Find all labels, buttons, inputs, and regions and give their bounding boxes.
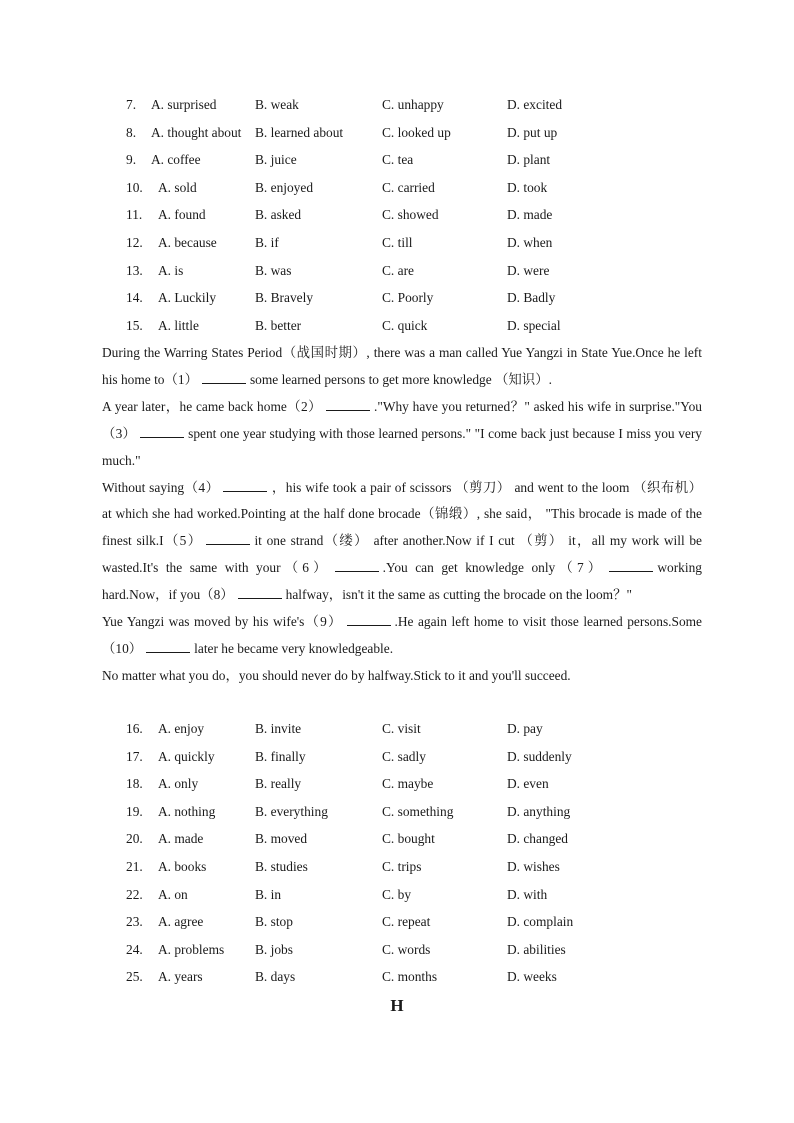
answer-blank xyxy=(238,586,282,599)
question-number: 23. xyxy=(126,914,143,930)
question-number: 25. xyxy=(126,969,143,985)
answer-blank xyxy=(140,425,184,438)
option-b: B. Bravely xyxy=(255,290,314,306)
option-b: B. invite xyxy=(255,721,302,736)
question-number: 7. xyxy=(126,97,137,112)
option-d: D. abilities xyxy=(507,941,566,957)
option-d: D. wishes xyxy=(507,858,560,874)
option-d: D. weeks xyxy=(507,969,557,985)
passage-text: working hard.Now，if you（8） xyxy=(102,560,702,603)
section-letter: H xyxy=(390,996,404,1015)
option-row xyxy=(126,146,686,174)
question-number: 11. xyxy=(126,207,143,223)
option-c: C. by xyxy=(382,886,412,902)
option-c: C. visit xyxy=(382,721,421,736)
option-c: C. are xyxy=(382,262,414,278)
passage-paragraph xyxy=(102,394,702,475)
option-b: B. jobs xyxy=(255,941,293,957)
option-a: A. sold xyxy=(158,179,197,195)
question-number: 9. xyxy=(126,152,137,168)
option-c: C. maybe xyxy=(382,776,434,792)
option-c: C. months xyxy=(382,969,438,985)
answer-blank xyxy=(223,479,267,492)
option-d: D. put up xyxy=(507,124,558,140)
option-a: A. found xyxy=(158,207,206,223)
option-row xyxy=(126,853,686,881)
option-c: C. something xyxy=(382,803,454,819)
option-d: D. even xyxy=(507,776,549,792)
option-d: D. Badly xyxy=(507,290,556,306)
option-row xyxy=(126,312,686,340)
passage-text: it one strand（缕） after another.Now if I cut （剪） it，all my work will be wasted.It's the same with your（6） xyxy=(102,533,703,576)
passage-text: later he became very knowledgeable. xyxy=(194,640,394,656)
answer-blank xyxy=(335,559,379,572)
option-row xyxy=(126,908,686,936)
passage-text: some learned persons to get more knowledge （知识）. xyxy=(249,371,552,387)
question-number: 18. xyxy=(126,776,143,792)
option-b: B. better xyxy=(255,317,302,333)
option-d: D. complain xyxy=(507,914,574,930)
option-d: D. took xyxy=(507,179,548,195)
option-c: C. sadly xyxy=(382,748,426,764)
question-number: 24. xyxy=(126,941,143,957)
question-number: 8. xyxy=(126,124,137,140)
option-d: D. changed xyxy=(507,831,568,847)
passage-text: Yue Yangzi was moved by his wife's（9） xyxy=(102,614,343,630)
option-row xyxy=(126,174,686,202)
question-number: 20. xyxy=(126,831,143,847)
option-a: A. agree xyxy=(158,914,204,930)
option-d: D. pay xyxy=(507,721,543,736)
option-row xyxy=(126,715,686,743)
option-a: A. coffee xyxy=(151,152,201,168)
question-number: 14. xyxy=(126,290,143,306)
option-a: A. years xyxy=(158,969,203,985)
option-row xyxy=(126,91,686,119)
question-number: 22. xyxy=(126,886,143,902)
option-a: A. is xyxy=(158,262,184,278)
option-row xyxy=(126,881,686,909)
passage-text: .You can get knowledge only（7） xyxy=(382,560,606,576)
question-number: 17. xyxy=(126,748,143,764)
option-c: C. showed xyxy=(382,207,439,223)
option-a: A. quickly xyxy=(158,748,215,764)
passage-text: ，his wife took a pair of scissors （剪刀） and went to the loom （织布机） at which she had worked.Pointing at the half done brocade（锦缎）, she said， "This brocade is made of the finest silk.I（5） xyxy=(102,479,702,549)
option-b: B. really xyxy=(255,776,302,792)
passage-text: spent one year studying with those learned persons." "I come back just because I miss you very much." xyxy=(102,425,702,468)
answer-blank xyxy=(609,559,653,572)
option-a: A. because xyxy=(158,234,217,250)
answer-blank xyxy=(206,532,250,545)
question-number: 12. xyxy=(126,234,143,250)
option-c: C. looked up xyxy=(382,124,451,140)
option-a: A. enjoy xyxy=(158,721,205,736)
passage-text: halfway，isn't it the same as cutting the brocade on the loom？" xyxy=(285,587,632,603)
answer-blank xyxy=(146,640,190,653)
option-b: B. juice xyxy=(255,152,297,168)
question-number: 16. xyxy=(126,721,143,736)
option-row xyxy=(126,201,686,229)
question-number: 19. xyxy=(126,803,143,819)
option-d: D. were xyxy=(507,262,550,278)
option-d: D. excited xyxy=(507,97,563,112)
option-c: C. bought xyxy=(382,831,435,847)
option-c: C. Poorly xyxy=(382,290,434,306)
option-b: B. finally xyxy=(255,748,306,764)
option-row xyxy=(126,284,686,312)
option-b: B. everything xyxy=(255,803,328,819)
option-b: B. learned about xyxy=(255,124,344,140)
question-number: 15. xyxy=(126,317,143,333)
passage-paragraph xyxy=(102,609,702,663)
option-a: A. problems xyxy=(158,941,225,957)
passage-text: Without saying（4） xyxy=(102,479,220,495)
option-row xyxy=(126,743,686,771)
passage-paragraph: No matter what you do，you should never do by halfway.Stick to it and you'll succeed. xyxy=(102,667,571,683)
option-b: B. weak xyxy=(255,97,299,112)
option-d: D. anything xyxy=(507,803,571,819)
option-row xyxy=(126,257,686,285)
option-a: A. Luckily xyxy=(158,290,217,306)
answer-blank xyxy=(202,371,246,384)
option-c: C. words xyxy=(382,941,431,957)
option-c: C. trips xyxy=(382,858,422,874)
question-number: 13. xyxy=(126,262,143,278)
option-d: D. plant xyxy=(507,152,551,168)
option-c: C. tea xyxy=(382,152,414,168)
option-row xyxy=(126,798,686,826)
option-b: B. if xyxy=(255,234,279,250)
options-list-part2 xyxy=(126,715,686,991)
option-d: D. made xyxy=(507,207,553,223)
option-b: B. moved xyxy=(255,831,308,847)
option-c: C. repeat xyxy=(382,914,431,930)
option-a: A. books xyxy=(158,858,207,874)
option-a: A. thought about xyxy=(151,124,242,140)
option-a: A. surprised xyxy=(151,97,217,112)
option-b: B. stop xyxy=(255,914,293,930)
option-d: D. with xyxy=(507,886,548,902)
option-c: C. till xyxy=(382,234,413,250)
option-a: A. made xyxy=(158,831,204,847)
passage-text: .He again left home to visit those learned persons.Some（10） xyxy=(102,614,702,656)
option-row xyxy=(126,963,686,991)
option-row xyxy=(126,229,686,257)
passage-paragraph xyxy=(102,475,702,610)
question-number: 21. xyxy=(126,858,143,874)
option-a: A. little xyxy=(158,317,199,333)
option-row xyxy=(126,936,686,964)
answer-blank xyxy=(326,398,370,411)
option-c: C. carried xyxy=(382,179,435,195)
option-d: D. special xyxy=(507,317,561,333)
option-row xyxy=(126,770,686,798)
passage-text: A year later，he came back home（2） xyxy=(102,398,322,414)
option-d: D. when xyxy=(507,234,553,250)
option-c: C. quick xyxy=(382,317,428,333)
option-b: B. studies xyxy=(255,858,308,874)
option-b: B. in xyxy=(255,886,282,902)
question-number: 10. xyxy=(126,179,143,195)
option-row xyxy=(126,825,686,853)
option-c: C. unhappy xyxy=(382,97,444,112)
option-a: A. nothing xyxy=(158,803,216,819)
option-a: A. on xyxy=(158,886,188,902)
option-b: B. days xyxy=(255,969,296,985)
options-list-part1 xyxy=(126,91,686,339)
option-a: A. only xyxy=(158,776,199,792)
answer-blank xyxy=(347,613,391,626)
option-b: B. enjoyed xyxy=(255,179,314,195)
passage-paragraph xyxy=(102,340,702,394)
option-row xyxy=(126,119,686,147)
option-b: B. asked xyxy=(255,207,302,223)
reading-passage xyxy=(102,340,702,690)
option-d: D. suddenly xyxy=(507,748,572,764)
passage-text: During the Warring States Period（战国时期）, there was a man called Yue Yangzi in State Yue.Once he left his home to（1） xyxy=(102,345,702,387)
passage-text: ."Why have you returned？" asked his wife in surprise."You（3） xyxy=(102,398,702,441)
option-b: B. was xyxy=(255,262,292,278)
